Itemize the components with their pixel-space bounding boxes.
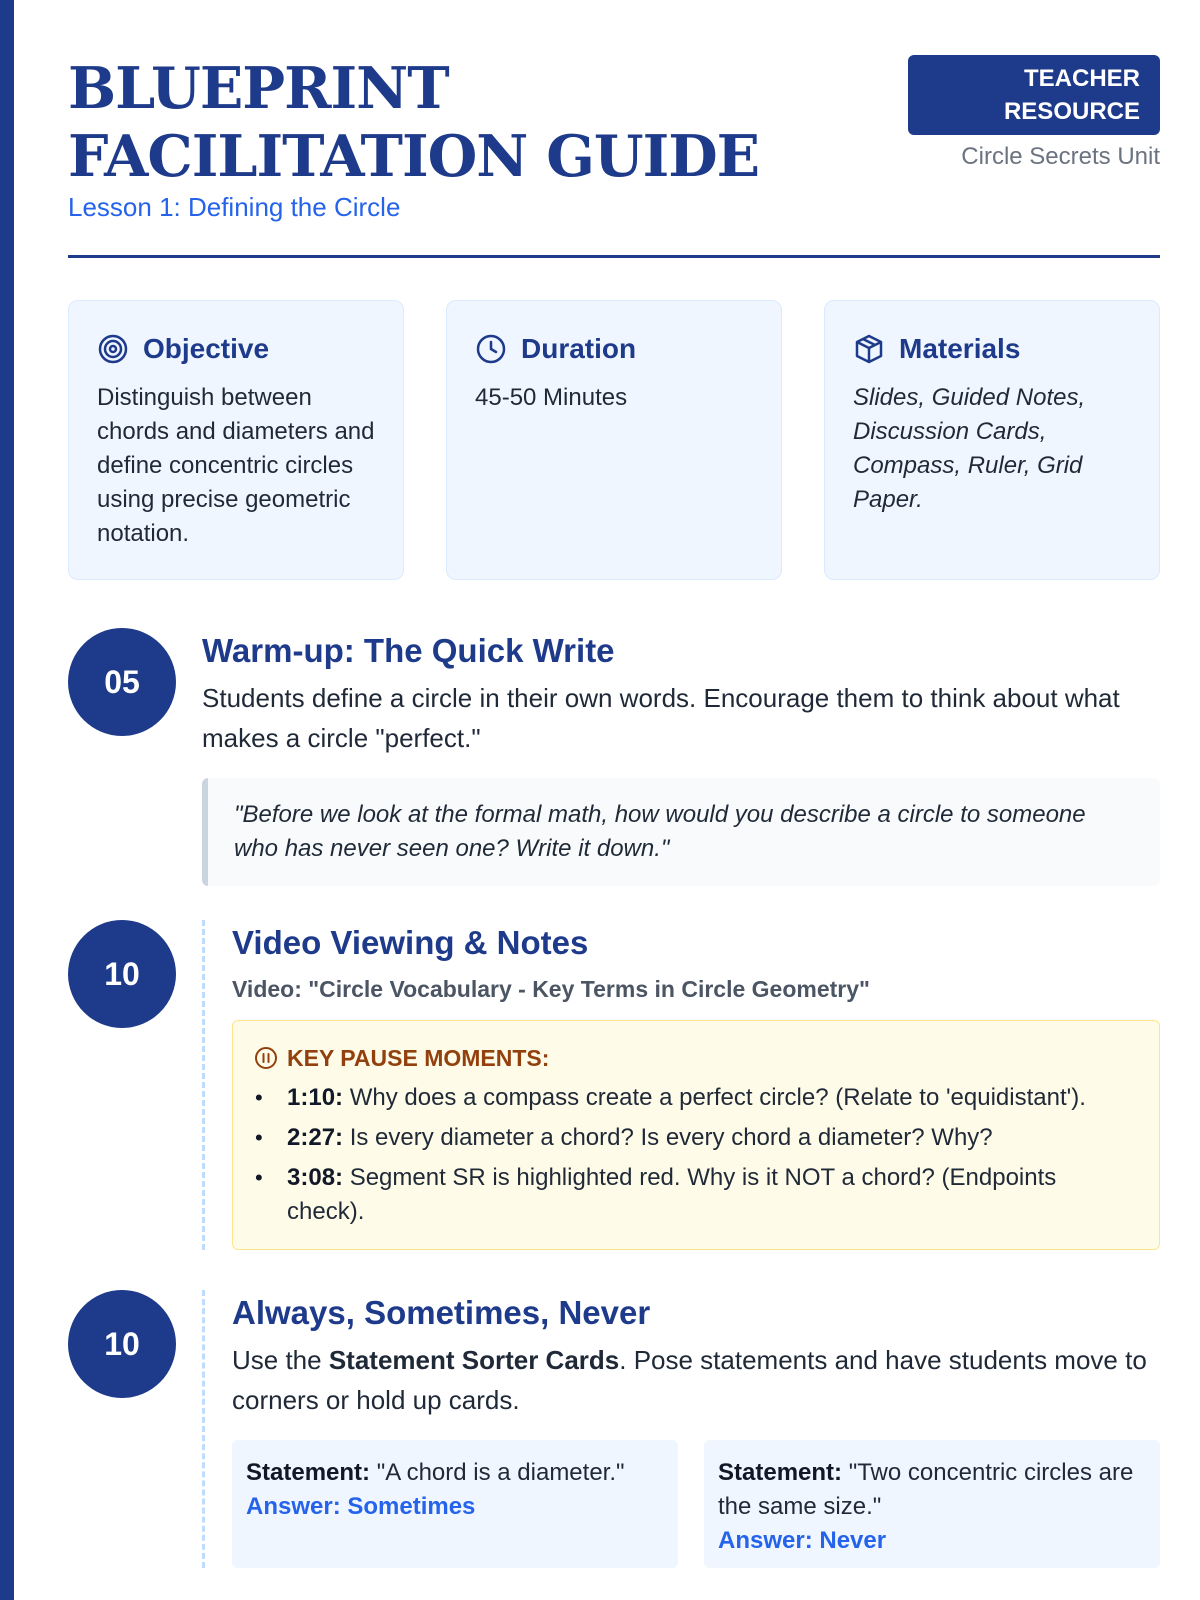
moment-text: Why does a compass create a perfect circle? (Relate to 'equidistant'). xyxy=(343,1084,1086,1111)
statement-label: Statement: xyxy=(718,1459,843,1486)
sorter-text-post: . Pose statements and have students move to corners or hold up cards. xyxy=(232,1345,1147,1415)
statement-text: "A chord is a diameter." xyxy=(370,1459,625,1486)
statement-answer: Answer: Never xyxy=(718,1527,887,1554)
duration-text: 45-50 Minutes xyxy=(475,384,628,411)
pause-moments-list xyxy=(253,1081,1139,1229)
warmup-quote: "Before we look at the formal math, how would you describe a circle to someone who has never seen one? Write it down." xyxy=(202,778,1160,886)
lesson-subtitle: Lesson 1: Defining the Circle xyxy=(68,192,401,222)
statement-answer: Answer: Sometimes xyxy=(246,1493,476,1520)
timeline-dash xyxy=(202,1290,205,1568)
left-accent-bar xyxy=(0,0,14,1600)
moment-text: Is every diameter a chord? Is every chord a diameter? Why? xyxy=(343,1124,993,1151)
moment-time: 1:10: xyxy=(287,1084,344,1111)
moment-time: 3:08: xyxy=(287,1164,344,1191)
unit-label: Circle Secrets Unit xyxy=(961,143,1160,170)
warmup-title: Warm-up: The Quick Write xyxy=(202,632,615,669)
materials-card xyxy=(824,300,1160,580)
sorter-text-pre: Use the xyxy=(232,1345,329,1375)
clock-icon xyxy=(475,333,507,365)
materials-title: Materials xyxy=(899,333,1021,364)
info-cards xyxy=(68,300,1160,580)
list-item xyxy=(253,1081,1139,1115)
pause-heading: KEY PAUSE MOMENTS: xyxy=(287,1044,550,1071)
badge-line-2: RESOURCE xyxy=(1003,98,1140,125)
statement-label: Statement: xyxy=(246,1459,371,1486)
warmup-minutes-badge: 05 xyxy=(68,628,176,736)
header-divider xyxy=(68,255,1160,258)
materials-text: Slides, Guided Notes, Discussion Cards, Compass, Ruler, Grid Paper. xyxy=(853,384,1086,513)
warmup-section xyxy=(68,628,1160,888)
page xyxy=(68,0,1160,1600)
video-label: Video: "Circle Vocabulary - Key Terms in Circle Geometry" xyxy=(232,976,870,1002)
statement-card-1 xyxy=(232,1440,678,1568)
statement-card-2 xyxy=(704,1440,1160,1568)
video-minutes-badge: 10 xyxy=(68,920,176,1028)
sorter-section xyxy=(68,1290,1160,1570)
teacher-resource-badge xyxy=(908,55,1160,135)
pause-icon xyxy=(253,1045,279,1071)
timeline-dash xyxy=(202,920,205,1250)
video-section xyxy=(68,920,1160,1250)
video-title: Video Viewing & Notes xyxy=(232,924,589,961)
key-pause-box xyxy=(232,1020,1160,1250)
box-icon xyxy=(853,333,885,365)
moment-text: Segment SR is highlighted red. Why is it NOT a chord? (Endpoints check). xyxy=(287,1164,1057,1225)
page-title: BLUEPRINT FACILITATION GUIDE xyxy=(68,55,760,190)
warmup-text: Students define a circle in their own words. Encourage them to think about what makes a circle "perfect." xyxy=(202,683,1120,753)
sorter-minutes-badge: 10 xyxy=(68,1290,176,1398)
sorter-text xyxy=(232,1340,1160,1420)
objective-text: Distinguish between chords and diameters and define concentric circles using precise geometric notation. xyxy=(97,384,375,547)
statement-text: "Two concentric circles are the same size." xyxy=(718,1459,1134,1520)
badge-line-1: TEACHER xyxy=(1023,65,1140,92)
objective-card xyxy=(68,300,404,580)
objective-title: Objective xyxy=(143,333,270,364)
sorter-title: Always, Sometimes, Never xyxy=(232,1294,651,1331)
list-item xyxy=(253,1121,1139,1155)
target-icon xyxy=(97,333,129,365)
header xyxy=(68,55,1160,260)
duration-title: Duration xyxy=(521,333,637,364)
moment-time: 2:27: xyxy=(287,1124,344,1151)
sorter-text-bold: Statement Sorter Cards xyxy=(328,1345,620,1375)
duration-card xyxy=(446,300,782,580)
list-item xyxy=(253,1161,1139,1229)
